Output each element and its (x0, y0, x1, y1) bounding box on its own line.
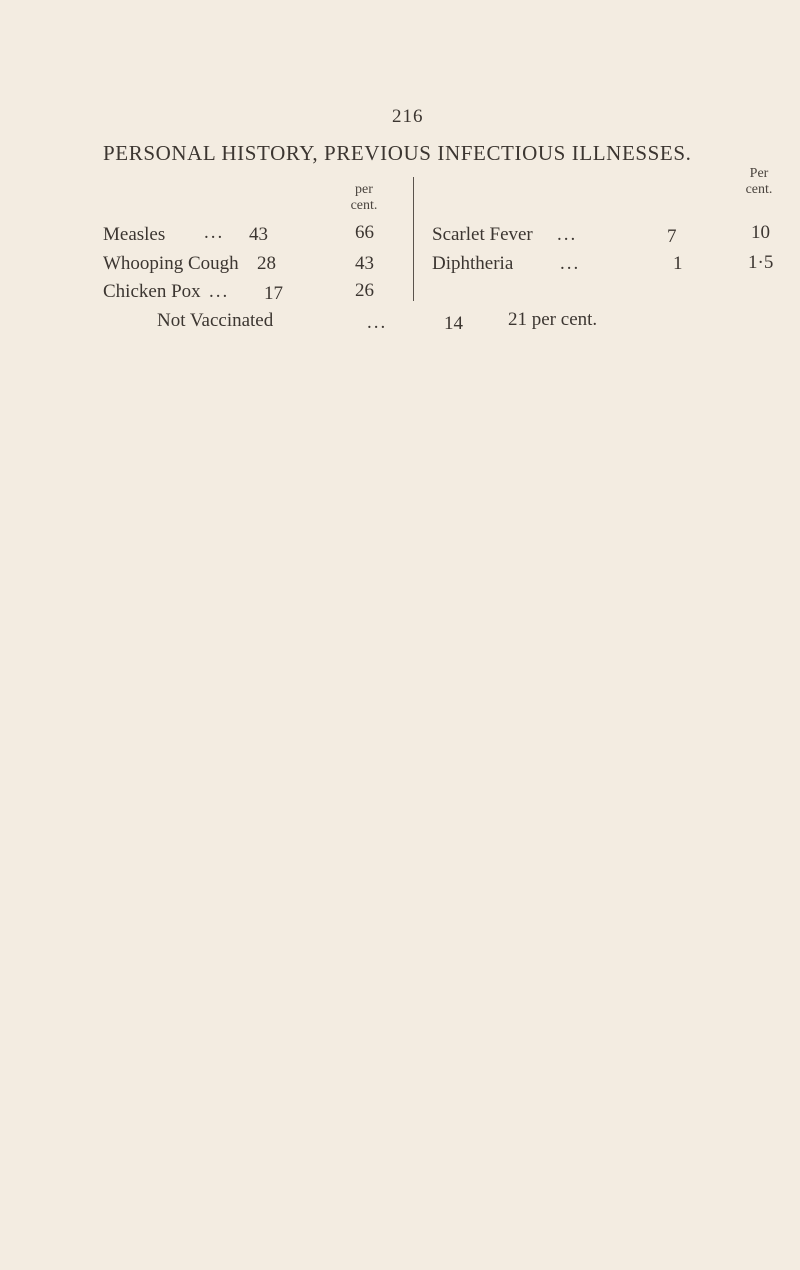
row-percent: 1·5 (748, 252, 774, 273)
row-label: Not Vaccinated (157, 310, 274, 331)
row-dots: ... (204, 222, 225, 243)
row-dots: ... (557, 224, 578, 245)
page-title: PERSONAL HISTORY, PREVIOUS INFECTIOUS ILLNESSES. (103, 141, 692, 165)
row-dots: ... (560, 253, 581, 274)
row-percent: 43 (355, 253, 374, 274)
right-unit-header (734, 166, 784, 198)
row-percent: 10 (751, 222, 770, 243)
left-unit-header-line2: cent. (350, 198, 378, 213)
row-label: Diphtheria (432, 253, 514, 274)
row-label: Chicken Pox (103, 281, 201, 302)
row-dots: ... (209, 281, 230, 302)
page-number: 216 (392, 106, 424, 127)
row-percent: 66 (355, 222, 374, 243)
row-label: Scarlet Fever (432, 224, 533, 245)
right-unit-header-line2: cent. (745, 182, 773, 197)
row-count: 7 (667, 226, 677, 247)
right-unit-header-line1: Per (749, 166, 769, 181)
row-count: 1 (673, 253, 683, 274)
row-count: 43 (249, 224, 268, 245)
row-percent: 21 per cent. (508, 309, 598, 330)
row-dots: ... (367, 312, 388, 333)
row-label: Measles (103, 224, 166, 245)
left-unit-header (336, 182, 392, 214)
row-count: 14 (444, 313, 463, 334)
column-divider (413, 177, 414, 301)
row-count: 17 (264, 283, 283, 304)
row-label: Whooping Cough (103, 253, 239, 274)
left-unit-header-line1: per (355, 182, 373, 197)
row-count: 28 (257, 253, 276, 274)
row-percent: 26 (355, 280, 374, 301)
